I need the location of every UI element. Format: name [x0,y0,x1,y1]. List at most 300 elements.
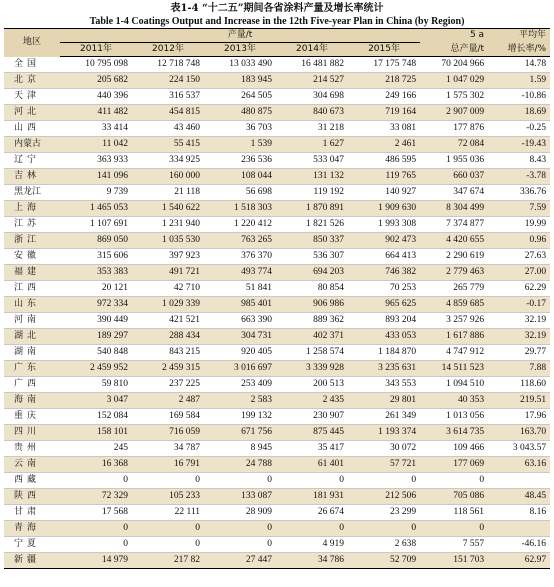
cell-total: 1 047 029 [420,72,488,88]
cell-y2013: 1 220 412 [204,216,276,232]
cell-y2012: 55 415 [132,136,204,152]
cell-growth: 7.88 [488,360,550,376]
table-row [4,472,550,488]
cell-growth: 62.97 [488,552,550,568]
cell-y2014: 304 698 [276,88,348,104]
cell-y2012: 21 118 [132,184,204,200]
cell-y2015: 1 193 374 [348,424,420,440]
cell-y2015: 140 927 [348,184,420,200]
cell-y2012: 105 233 [132,488,204,504]
cell-region: 重庆 [4,408,60,424]
cell-y2015: 486 595 [348,152,420,168]
cell-y2011: 205 682 [60,72,132,88]
table-row [4,488,550,504]
table-row [4,184,550,200]
cell-total: 2 290 619 [420,248,488,264]
table-body [4,57,550,569]
table-row [4,440,550,456]
cell-y2015: 261 349 [348,408,420,424]
cell-y2011: 72 329 [60,488,132,504]
cell-growth: 17.96 [488,408,550,424]
cell-y2013: 0 [204,472,276,488]
cell-y2012: 491 721 [132,264,204,280]
cell-y2013: 985 401 [204,296,276,312]
cell-region: 上海 [4,200,60,216]
header-row-1 [4,29,550,43]
table-row [4,280,550,296]
cell-y2011: 363 933 [60,152,132,168]
cell-region: 福建 [4,264,60,280]
table-row [4,216,550,232]
cell-region: 河南 [4,312,60,328]
cell-y2015: 119 765 [348,168,420,184]
cell-total: 347 674 [420,184,488,200]
cell-y2011: 411 482 [60,104,132,120]
cell-y2011: 17 568 [60,504,132,520]
cell-y2013: 199 132 [204,408,276,424]
table-row [4,264,550,280]
cell-y2011: 3 047 [60,392,132,408]
table-row [4,296,550,312]
cell-y2014: 80 854 [276,280,348,296]
cell-region: 北京 [4,72,60,88]
cell-y2012: 1 231 940 [132,216,204,232]
cell-y2012: 397 923 [132,248,204,264]
coatings-output-table [4,28,550,569]
cell-y2011: 189 297 [60,328,132,344]
cell-y2013: 3 016 697 [204,360,276,376]
table-row [4,456,550,472]
table-row [4,424,550,440]
cell-y2015: 0 [348,472,420,488]
cell-y2015: 23 299 [348,504,420,520]
cell-y2013: 36 703 [204,120,276,136]
cell-region: 吉林 [4,168,60,184]
cell-y2015: 1 993 308 [348,216,420,232]
cell-growth: 63.16 [488,456,550,472]
cell-region: 湖北 [4,328,60,344]
cell-y2014: 850 337 [276,232,348,248]
cell-y2013: 236 536 [204,152,276,168]
cell-y2015: 1 909 630 [348,200,420,216]
cell-total: 4 747 912 [420,344,488,360]
cell-y2015: 52 709 [348,552,420,568]
cell-y2015: 719 164 [348,104,420,120]
cell-growth: 18.69 [488,104,550,120]
cell-y2015: 33 081 [348,120,420,136]
cell-y2013: 920 405 [204,344,276,360]
cell-region: 全国 [4,57,60,73]
cell-y2011: 540 848 [60,344,132,360]
cell-y2015: 70 253 [348,280,420,296]
cell-y2013: 663 390 [204,312,276,328]
cell-y2015: 29 801 [348,392,420,408]
table-row [4,136,550,152]
cell-total: 7 374 877 [420,216,488,232]
cell-y2011: 2 459 952 [60,360,132,376]
cell-y2011: 353 383 [60,264,132,280]
cell-growth: 8.16 [488,504,550,520]
cell-region: 宁夏 [4,536,60,552]
header-output-unit: 产量/t [60,29,420,43]
header-year-2013: 2013年 [204,43,276,57]
cell-total: 14 511 523 [420,360,488,376]
cell-growth: 32.19 [488,312,550,328]
cell-y2012: 12 718 748 [132,57,204,73]
cell-total: 265 779 [420,280,488,296]
cell-y2014: 1 870 891 [276,200,348,216]
cell-growth: 118.60 [488,376,550,392]
cell-y2012: 0 [132,472,204,488]
cell-y2014: 16 481 882 [276,57,348,73]
cell-y2014: 0 [276,520,348,536]
cell-y2015: 2 461 [348,136,420,152]
cell-region: 陕西 [4,488,60,504]
cell-y2014: 889 362 [276,312,348,328]
cell-y2014: 214 527 [276,72,348,88]
cell-y2014: 26 674 [276,504,348,520]
cell-y2014: 119 192 [276,184,348,200]
cell-total: 2 779 463 [420,264,488,280]
cell-region: 辽宁 [4,152,60,168]
cell-region: 新疆 [4,552,60,568]
header-row-2 [4,43,550,57]
header-year-2011: 2011年 [60,43,132,57]
cell-growth: 32.19 [488,328,550,344]
table-row [4,408,550,424]
cell-total: 3 614 735 [420,424,488,440]
cell-total: 109 466 [420,440,488,456]
cell-total: 1 575 302 [420,88,488,104]
cell-y2012: 421 521 [132,312,204,328]
cell-y2012: 1 035 530 [132,232,204,248]
cell-y2012: 1 540 622 [132,200,204,216]
table-row [4,376,550,392]
cell-y2011: 10 795 098 [60,57,132,73]
cell-y2015: 249 166 [348,88,420,104]
cell-region: 江苏 [4,216,60,232]
cell-region: 浙江 [4,232,60,248]
cell-y2012: 224 150 [132,72,204,88]
cell-y2013: 671 756 [204,424,276,440]
table-row [4,536,550,552]
cell-y2013: 1 518 303 [204,200,276,216]
cell-total: 8 304 499 [420,200,488,216]
cell-y2012: 34 787 [132,440,204,456]
cell-y2015: 17 175 748 [348,57,420,73]
cell-y2011: 972 334 [60,296,132,312]
cell-region: 云南 [4,456,60,472]
table-row [4,344,550,360]
header-year-2014: 2014年 [276,43,348,57]
cell-region: 广西 [4,376,60,392]
cell-growth: 1.59 [488,72,550,88]
cell-growth: -0.17 [488,296,550,312]
cell-y2015: 746 382 [348,264,420,280]
cell-total: 705 086 [420,488,488,504]
header-total-line1: 5 a [420,29,488,43]
cell-region: 江西 [4,280,60,296]
cell-y2012: 42 710 [132,280,204,296]
table-row [4,120,550,136]
cell-growth: 8.43 [488,152,550,168]
cell-y2014: 694 203 [276,264,348,280]
cell-growth: 163.70 [488,424,550,440]
cell-y2014: 1 627 [276,136,348,152]
cell-y2011: 14 979 [60,552,132,568]
table-row [4,392,550,408]
cell-region: 贵州 [4,440,60,456]
cell-y2011: 20 121 [60,280,132,296]
cell-growth: 3 043.57 [488,440,550,456]
cell-total: 72 084 [420,136,488,152]
cell-y2012: 0 [132,536,204,552]
cell-y2014: 131 132 [276,168,348,184]
cell-y2014: 200 513 [276,376,348,392]
table-row [4,57,550,73]
cell-y2011: 0 [60,536,132,552]
cell-y2013: 763 265 [204,232,276,248]
cell-y2012: 16 791 [132,456,204,472]
cell-growth: 0.96 [488,232,550,248]
cell-y2012: 316 537 [132,88,204,104]
cell-y2014: 875 445 [276,424,348,440]
table-header [4,29,550,57]
table-row [4,328,550,344]
cell-y2013: 28 909 [204,504,276,520]
cell-y2012: 43 460 [132,120,204,136]
cell-y2015: 57 721 [348,456,420,472]
cell-growth: 14.78 [488,57,550,73]
cell-y2012: 0 [132,520,204,536]
cell-region: 黑龙江 [4,184,60,200]
cell-total: 0 [420,520,488,536]
cell-y2011: 11 042 [60,136,132,152]
cell-y2015: 664 413 [348,248,420,264]
cell-y2012: 169 584 [132,408,204,424]
cell-region: 天津 [4,88,60,104]
cell-region: 海南 [4,392,60,408]
cell-growth: 219.51 [488,392,550,408]
cell-total: 4 859 685 [420,296,488,312]
cell-growth: -19.43 [488,136,550,152]
cell-y2012: 334 925 [132,152,204,168]
cell-y2013: 0 [204,520,276,536]
header-year-2015: 2015年 [348,43,420,57]
table-row [4,168,550,184]
cell-region: 山西 [4,120,60,136]
table-row [4,232,550,248]
cell-y2011: 9 739 [60,184,132,200]
cell-y2013: 264 505 [204,88,276,104]
cell-region: 安徽 [4,248,60,264]
cell-y2011: 245 [60,440,132,456]
cell-total: 0 [420,472,488,488]
cell-y2015: 218 725 [348,72,420,88]
header-growth-line2: 增长率/% [488,43,550,57]
cell-y2014: 31 218 [276,120,348,136]
cell-total: 151 703 [420,552,488,568]
cell-y2012: 716 059 [132,424,204,440]
cell-region: 湖南 [4,344,60,360]
cell-y2011: 152 084 [60,408,132,424]
cell-total: 177 069 [420,456,488,472]
cell-total: 70 204 966 [420,57,488,73]
cell-y2011: 0 [60,520,132,536]
cell-y2014: 61 401 [276,456,348,472]
cell-y2013: 56 698 [204,184,276,200]
cell-y2013: 0 [204,536,276,552]
cell-total: 1 013 056 [420,408,488,424]
cell-region: 河北 [4,104,60,120]
header-total-line2: 总产量/t [420,43,488,57]
cell-y2012: 2 487 [132,392,204,408]
table-row [4,552,550,568]
cell-y2014: 402 371 [276,328,348,344]
cell-growth [488,472,550,488]
cell-region: 西藏 [4,472,60,488]
cell-y2014: 0 [276,472,348,488]
cell-total: 660 037 [420,168,488,184]
cell-y2012: 22 111 [132,504,204,520]
cell-total: 7 557 [420,536,488,552]
cell-y2014: 1 258 574 [276,344,348,360]
cell-y2013: 493 774 [204,264,276,280]
cell-y2012: 1 029 339 [132,296,204,312]
cell-growth: 62.29 [488,280,550,296]
cell-y2013: 13 033 490 [204,57,276,73]
cell-y2013: 376 370 [204,248,276,264]
cell-y2013: 183 945 [204,72,276,88]
header-region: 地区 [4,29,60,57]
cell-y2015: 2 638 [348,536,420,552]
cell-y2015: 433 053 [348,328,420,344]
cell-y2011: 440 396 [60,88,132,104]
cell-y2015: 1 184 870 [348,344,420,360]
cell-total: 40 353 [420,392,488,408]
cell-y2013: 2 583 [204,392,276,408]
cell-y2014: 34 786 [276,552,348,568]
cell-y2014: 4 919 [276,536,348,552]
table-row [4,360,550,376]
cell-y2012: 454 815 [132,104,204,120]
cell-y2014: 3 339 928 [276,360,348,376]
cell-y2015: 965 625 [348,296,420,312]
cell-y2013: 304 731 [204,328,276,344]
cell-total: 1 617 886 [420,328,488,344]
cell-region: 青海 [4,520,60,536]
cell-growth [488,520,550,536]
table-row [4,152,550,168]
cell-y2011: 141 096 [60,168,132,184]
cell-y2013: 1 539 [204,136,276,152]
cell-y2013: 51 841 [204,280,276,296]
cell-y2012: 2 459 315 [132,360,204,376]
cell-growth: -46.16 [488,536,550,552]
table-row [4,504,550,520]
table-row [4,88,550,104]
cell-y2013: 133 087 [204,488,276,504]
header-growth-line1: 平均年 [488,29,550,43]
cell-y2015: 30 072 [348,440,420,456]
table-row [4,248,550,264]
cell-y2012: 160 000 [132,168,204,184]
cell-region: 甘肃 [4,504,60,520]
cell-y2011: 16 368 [60,456,132,472]
title-english: Table 1-4 Coatings Output and Increase in the 12th Five-year Plan in China (by Region) [89,16,465,27]
cell-total: 177 876 [420,120,488,136]
cell-y2011: 315 606 [60,248,132,264]
cell-y2011: 1 107 691 [60,216,132,232]
table-row [4,312,550,328]
cell-total: 4 420 655 [420,232,488,248]
cell-y2011: 390 449 [60,312,132,328]
cell-region: 山东 [4,296,60,312]
cell-y2011: 1 465 053 [60,200,132,216]
cell-total: 2 907 009 [420,104,488,120]
cell-y2013: 253 409 [204,376,276,392]
cell-region: 广东 [4,360,60,376]
table-row [4,200,550,216]
cell-y2012: 288 434 [132,328,204,344]
cell-growth: 27.00 [488,264,550,280]
cell-growth: -10.86 [488,88,550,104]
table-row [4,520,550,536]
cell-y2014: 230 907 [276,408,348,424]
cell-y2011: 59 810 [60,376,132,392]
cell-growth: 7.59 [488,200,550,216]
cell-region: 内蒙古 [4,136,60,152]
cell-growth: 19.99 [488,216,550,232]
cell-region: 四川 [4,424,60,440]
cell-y2014: 1 821 526 [276,216,348,232]
cell-y2013: 27 447 [204,552,276,568]
cell-y2012: 237 225 [132,376,204,392]
cell-y2012: 843 215 [132,344,204,360]
cell-growth: -3.78 [488,168,550,184]
cell-y2014: 536 307 [276,248,348,264]
cell-y2014: 181 931 [276,488,348,504]
cell-y2014: 533 047 [276,152,348,168]
cell-y2015: 212 506 [348,488,420,504]
cell-y2012: 217 82 [132,552,204,568]
cell-growth: 29.77 [488,344,550,360]
cell-total: 118 561 [420,504,488,520]
cell-y2011: 0 [60,472,132,488]
cell-y2015: 902 473 [348,232,420,248]
cell-y2014: 2 435 [276,392,348,408]
cell-y2015: 0 [348,520,420,536]
cell-total: 1 955 036 [420,152,488,168]
cell-y2013: 8 945 [204,440,276,456]
cell-y2013: 108 044 [204,168,276,184]
cell-y2015: 893 204 [348,312,420,328]
cell-total: 3 257 926 [420,312,488,328]
cell-y2011: 869 050 [60,232,132,248]
cell-y2014: 35 417 [276,440,348,456]
cell-y2011: 158 101 [60,424,132,440]
cell-y2013: 24 788 [204,456,276,472]
cell-y2013: 480 875 [204,104,276,120]
cell-growth: 336.76 [488,184,550,200]
cell-y2015: 343 553 [348,376,420,392]
title-chinese: 表1-4 “十二五”期间各省涂料产量及增长率统计 [170,3,384,14]
cell-y2011: 33 414 [60,120,132,136]
table-row [4,72,550,88]
table-caption [0,0,554,28]
cell-y2014: 906 986 [276,296,348,312]
cell-growth: 48.45 [488,488,550,504]
